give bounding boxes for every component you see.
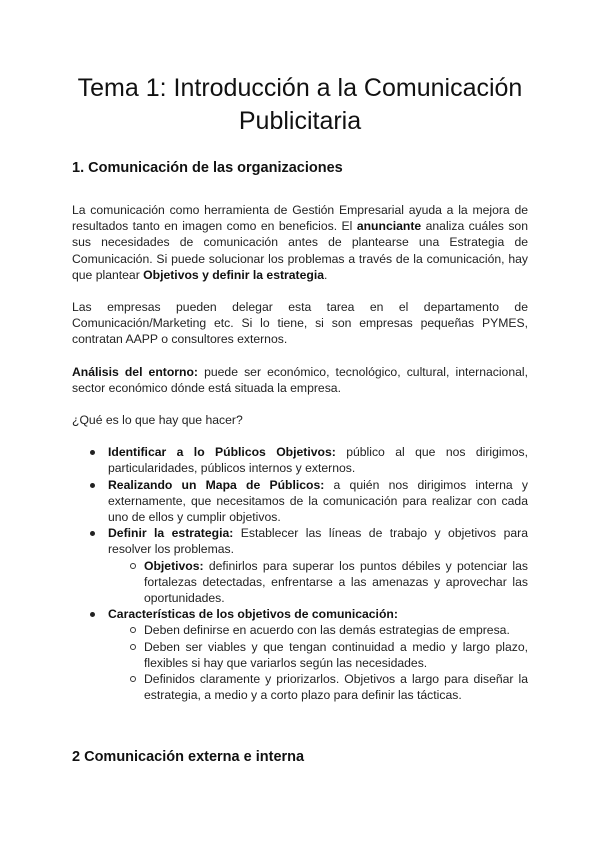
sub-bullet-list <box>108 622 528 703</box>
paragraph-analisis-entorno: Análisis del entorno: puede ser económico, tecnológico, cultural, internacional, sector económico dónde está situada la empresa. <box>72 364 528 395</box>
section-heading-2: 2 Comunicación externa e interna <box>72 749 305 766</box>
page-title: Tema 1: Introducción a la Comunicación Publicitaria <box>77 74 523 135</box>
section-heading-1: 1. Comunicación de las organizaciones <box>72 160 343 176</box>
list-item: Características de los objetivos de comunicación: Deben definirse en acuerdo con las demás estrategias de empresa. Deben ser viables y que tengan continuidad a medio y largo plazo, flexibles si hay que variarlos según las necesidades. Definidos claramente y priorizarlos. Objetivos a largo para diseñar la estrategia, a medio y a corto plazo para definir las tácticas. <box>72 606 528 703</box>
list-item: Realizando un Mapa de Públicos: a quién nos dirigimos interna y externamente, que necesitamos de la comunicación para realizar con cada uno de ellos y cumplir objetivos. <box>72 477 528 526</box>
list-item: Definir la estrategia: Establecer las líneas de trabajo y objetivos para resolver los problemas. Objetivos: definirlos para superar los puntos débiles y potenciar las fortalezas detectadas, enfrentarse a las amenazas y aprovechar las oportunidades. <box>72 525 528 606</box>
sub-list-item: Definidos claramente y priorizarlos. Objetivos a largo para diseñar la estrategia, a medio y a corto plazo para definir las tácticas. <box>108 671 528 703</box>
sub-list-item: Deben definirse en acuerdo con las demás estrategias de empresa. <box>108 622 528 638</box>
bullet-list <box>72 444 528 703</box>
sub-list-item: Deben ser viables y que tengan continuidad a medio y largo plazo, flexibles si hay que variarlos según las necesidades. <box>108 639 528 671</box>
sub-list-item: Objetivos: definirlos para superar los puntos débiles y potenciar las fortalezas detectadas, enfrentarse a las amenazas y aprovechar las oportunidades. <box>108 558 528 607</box>
paragraph-anunciante: La comunicación como herramienta de Gestión Empresarial ayuda a la mejora de resultados tanto en imagen como en beneficios. El anunciante analiza cuáles son sus necesidades de comunicación antes de plantearse una Estrategia de Comunicación. Si puede solucionar los problemas a través de la comunicación, hay que plantear Objetivos y definir la estrategia. <box>72 203 528 282</box>
paragraph-delegar: Las empresas pueden delegar esta tarea en el departamento de Comunicación/Marketing etc. Si lo tiene, si son empresas pequeñas PYMES, contratan AAPP o consultores externos. <box>72 300 528 347</box>
sub-bullet-list <box>108 558 528 607</box>
question-text: ¿Qué es lo que hay que hacer? <box>72 413 243 428</box>
list-item: Identificar a lo Públicos Objetivos: público al que nos dirigimos, particularidades, públicos internos y externos. <box>72 444 528 476</box>
